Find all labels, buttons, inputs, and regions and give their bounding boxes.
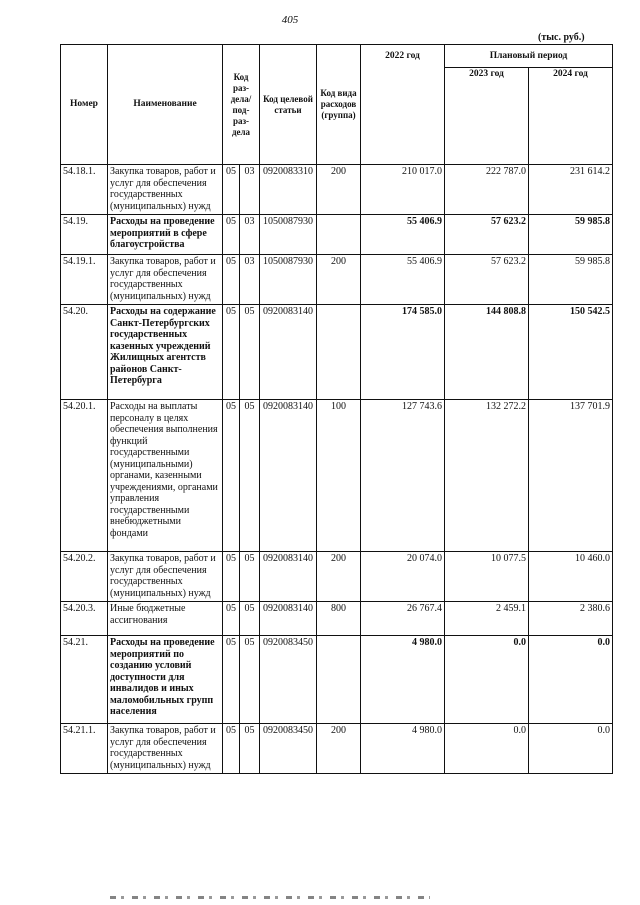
- row-value-2024: 137 701.9: [529, 400, 613, 552]
- row-value-2022: 4 980.0: [361, 636, 445, 724]
- row-name: Закупка товаров, работ и услуг для обеспечения государственных (муниципальных) нужд: [108, 724, 223, 774]
- row-value-2022: 26 767.4: [361, 602, 445, 636]
- row-target-code: 0920083450: [260, 724, 317, 774]
- row-value-2022: 55 406.9: [361, 215, 445, 255]
- row-target-code: 1050087930: [260, 215, 317, 255]
- table-row: [61, 602, 613, 636]
- row-number: 54.21.: [61, 636, 108, 724]
- row-section: 05: [223, 724, 240, 774]
- table-row: [61, 305, 613, 400]
- row-name: Расходы на проведение мероприятий в сфере благоустройства: [108, 215, 223, 255]
- row-target-code: 1050087930: [260, 255, 317, 305]
- row-target-code: 0920083450: [260, 636, 317, 724]
- budget-table: [60, 44, 613, 774]
- header-year-2024: 2024 год: [529, 68, 613, 165]
- units-label: (тыс. руб.): [538, 32, 585, 43]
- row-value-2022: 4 980.0: [361, 724, 445, 774]
- row-target-code: 0920083140: [260, 602, 317, 636]
- scan-artifact: [110, 896, 430, 899]
- row-subsection: 05: [240, 400, 260, 552]
- row-name: Закупка товаров, работ и услуг для обеспечения государственных (муниципальных) нужд: [108, 165, 223, 215]
- row-subsection: 05: [240, 724, 260, 774]
- row-expense-code: 200: [317, 165, 361, 215]
- row-name: Иные бюджетные ассигнования: [108, 602, 223, 636]
- row-section: 05: [223, 305, 240, 400]
- row-name: Закупка товаров, работ и услуг для обеспечения государственных (муниципальных) нужд: [108, 255, 223, 305]
- row-value-2024: 59 985.8: [529, 255, 613, 305]
- row-value-2023: 0.0: [445, 636, 529, 724]
- row-value-2022: 20 074.0: [361, 552, 445, 602]
- row-name: Расходы на проведение мероприятий по созданию условий доступности для инвалидов и иных маломобильных групп населения: [108, 636, 223, 724]
- row-value-2023: 57 623.2: [445, 215, 529, 255]
- header-target-code: Код целевой статьи: [260, 45, 317, 165]
- row-target-code: 0920083310: [260, 165, 317, 215]
- row-value-2024: 150 542.5: [529, 305, 613, 400]
- row-section: 05: [223, 400, 240, 552]
- row-number: 54.20.: [61, 305, 108, 400]
- row-value-2022: 127 743.6: [361, 400, 445, 552]
- row-subsection: 03: [240, 165, 260, 215]
- header-year-2023: 2023 год: [445, 68, 529, 165]
- row-section: 05: [223, 215, 240, 255]
- table-row: [61, 636, 613, 724]
- row-number: 54.20.3.: [61, 602, 108, 636]
- row-section: 05: [223, 165, 240, 215]
- row-expense-code: 200: [317, 552, 361, 602]
- row-subsection: 03: [240, 255, 260, 305]
- row-value-2024: 231 614.2: [529, 165, 613, 215]
- row-expense-code: 200: [317, 255, 361, 305]
- row-value-2023: 10 077.5: [445, 552, 529, 602]
- header-section-code: Код раз-дела/ под-раз-дела: [223, 45, 260, 165]
- row-section: 05: [223, 552, 240, 602]
- row-value-2023: 57 623.2: [445, 255, 529, 305]
- row-number: 54.20.2.: [61, 552, 108, 602]
- table-row: [61, 255, 613, 305]
- row-expense-code: [317, 215, 361, 255]
- page-number: 405: [281, 14, 299, 26]
- row-value-2024: 59 985.8: [529, 215, 613, 255]
- row-number: 54.19.1.: [61, 255, 108, 305]
- row-value-2023: 144 808.8: [445, 305, 529, 400]
- row-target-code: 0920083140: [260, 552, 317, 602]
- row-value-2024: 10 460.0: [529, 552, 613, 602]
- header-name: Наименование: [108, 45, 223, 165]
- row-name: Расходы на содержание Санкт-Петербургских государственных казенных учреждений Жилищных агентств районов Санкт-Петербурга: [108, 305, 223, 400]
- header-number: Номер: [61, 45, 108, 165]
- row-target-code: 0920083140: [260, 400, 317, 552]
- table-row: [61, 165, 613, 215]
- header-expense-type-code: Код вида расходов (группа): [317, 45, 361, 165]
- table-row: [61, 724, 613, 774]
- row-name: Закупка товаров, работ и услуг для обеспечения государственных (муниципальных) нужд: [108, 552, 223, 602]
- row-target-code: 0920083140: [260, 305, 317, 400]
- row-value-2023: 0.0: [445, 724, 529, 774]
- row-number: 54.18.1.: [61, 165, 108, 215]
- row-number: 54.21.1.: [61, 724, 108, 774]
- table-row: [61, 400, 613, 552]
- row-expense-code: 100: [317, 400, 361, 552]
- row-value-2024: 0.0: [529, 636, 613, 724]
- row-expense-code: 200: [317, 724, 361, 774]
- row-expense-code: [317, 636, 361, 724]
- row-number: 54.19.: [61, 215, 108, 255]
- row-value-2023: 2 459.1: [445, 602, 529, 636]
- row-value-2024: 2 380.6: [529, 602, 613, 636]
- row-subsection: 05: [240, 636, 260, 724]
- row-value-2022: 174 585.0: [361, 305, 445, 400]
- row-value-2022: 55 406.9: [361, 255, 445, 305]
- row-value-2024: 0.0: [529, 724, 613, 774]
- row-section: 05: [223, 602, 240, 636]
- row-subsection: 05: [240, 602, 260, 636]
- row-section: 05: [223, 636, 240, 724]
- header-year-2022: 2022 год: [361, 45, 445, 165]
- row-value-2023: 222 787.0: [445, 165, 529, 215]
- row-subsection: 05: [240, 305, 260, 400]
- table-row: [61, 215, 613, 255]
- table-row: [61, 552, 613, 602]
- row-section: 05: [223, 255, 240, 305]
- row-value-2023: 132 272.2: [445, 400, 529, 552]
- header-planned-period: Плановый период: [445, 45, 613, 68]
- row-expense-code: [317, 305, 361, 400]
- row-value-2022: 210 017.0: [361, 165, 445, 215]
- row-subsection: 03: [240, 215, 260, 255]
- row-expense-code: 800: [317, 602, 361, 636]
- row-number: 54.20.1.: [61, 400, 108, 552]
- row-name: Расходы на выплаты персоналу в целях обеспечения выполнения функций государственными (муниципальными) органами, казенными учреждениями, органами управления государственными внебюджетными фондами: [108, 400, 223, 552]
- row-subsection: 05: [240, 552, 260, 602]
